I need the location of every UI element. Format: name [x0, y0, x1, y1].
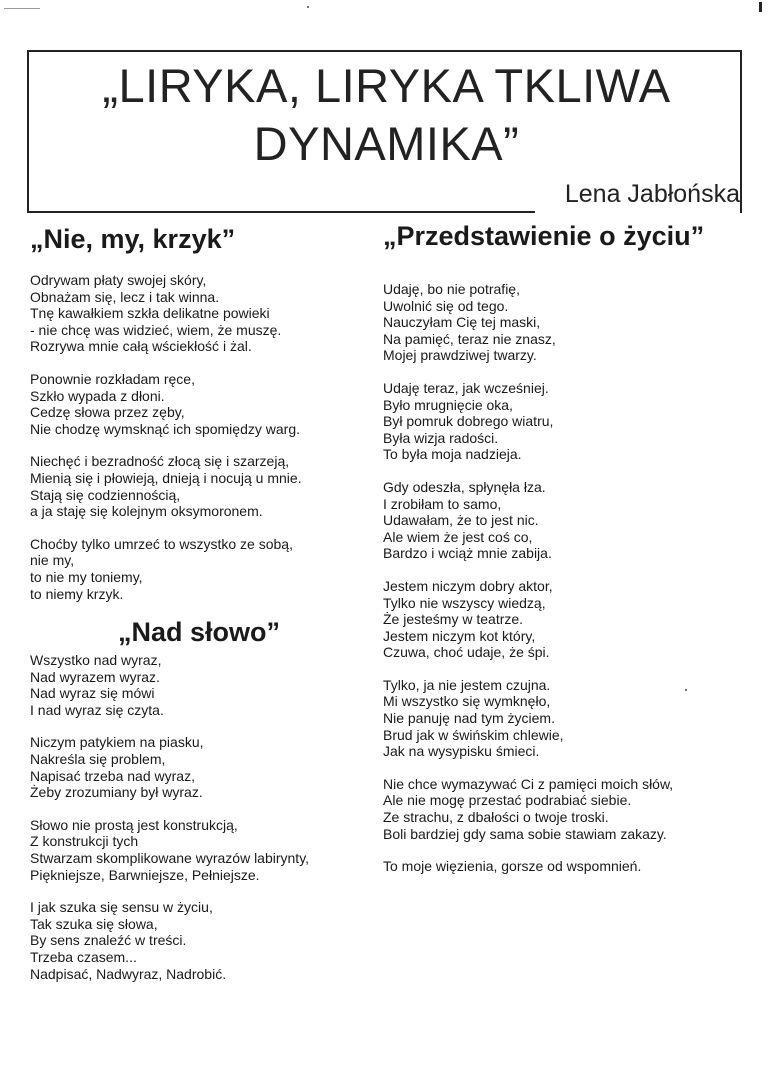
poem-line: Cedzę słowa przez zęby, — [30, 404, 185, 421]
poem-line: to niemy krzyk. — [30, 585, 124, 602]
stanza — [30, 536, 302, 602]
poem-line: Jestem niczym kot który, — [383, 627, 536, 644]
poem-line: Boli bardziej gdy sama sobie stawiam zakazy. — [383, 825, 667, 842]
title-frame — [27, 50, 742, 213]
page-title — [29, 57, 744, 173]
stanza — [383, 479, 704, 562]
poem-line: Że jesteśmy w teatrze. — [383, 611, 524, 628]
poem-line: Brud jak w świńskim chlewie, — [383, 726, 564, 743]
poem-line: Z konstrukcji tych — [30, 833, 139, 850]
poem-body — [30, 652, 309, 982]
poem-line: a ja staję się kolejnym oksymoronem. — [30, 503, 263, 520]
poem-line: Ponownie rozkładam ręce, — [30, 370, 195, 387]
poem-line: Nie chodzę wymsknąć ich spomiędzy warg. — [30, 420, 300, 437]
stanza — [383, 578, 704, 661]
poem-nie-my-krzyk — [30, 224, 302, 602]
poem-line: Uwolnić się od tego. — [383, 297, 509, 314]
poem-line: Czuwa, choć udaje, że śpi. — [383, 644, 550, 661]
poem-line: Było mrugnięcie oka, — [383, 396, 513, 413]
poem-line: Mienią się i płowieją, dnieją i nocują u mnie. — [30, 469, 302, 486]
poem-line: Udaję, bo nie potrafię, — [383, 281, 520, 297]
scan-artifact-line — [4, 8, 40, 9]
stanza — [383, 677, 704, 760]
poem-line: Nie chce wymazywać Ci z pamięci moich słów, — [383, 775, 674, 792]
poem-line: I jak szuka się sensu w życiu, — [30, 899, 213, 916]
poem-line: Jak na wysypisku śmieci. — [383, 743, 540, 760]
poem-line: Wszystko nad wyraz, — [30, 652, 162, 668]
stanza — [383, 281, 704, 364]
poem-line: Udawałam, że to jest nic. — [383, 512, 539, 529]
poem-line: Ale wiem że jest coś co, — [383, 528, 533, 545]
poem-title: „Przedstawienie o życiu” — [383, 221, 705, 251]
poem-line: By sens znaleźć w treści. — [30, 932, 187, 949]
poem-line: Stwarzam skomplikowane wyrazów labirynty, — [30, 849, 310, 866]
poem-line: Żeby zrozumiany był wyraz. — [30, 784, 203, 801]
stanza — [30, 272, 302, 355]
poem-line: Nauczyłam Cię tej maski, — [383, 314, 541, 331]
poem-line: Bardzo i wciąż mnie zabija. — [383, 545, 552, 562]
poem-line: Był pomruk dobrego wiatru, — [383, 413, 554, 430]
poem-line: I nad wyraz się czyta. — [30, 701, 164, 718]
poem-line: Nie panuję nad tym życiem. — [383, 710, 555, 727]
poem-body — [30, 272, 302, 602]
poem-line: Udaję teraz, jak wcześniej. — [383, 379, 549, 396]
poem-przedstawienie-o-zyciu — [383, 221, 704, 875]
poem-line: I zrobiłam to samo, — [383, 495, 502, 512]
poem-line: Ze strachu, z dbałości o twoje troski. — [383, 809, 609, 826]
poem-line: Tak szuka się słowa, — [30, 915, 158, 932]
scan-artifact-mark — [759, 2, 762, 12]
poem-line: Tylko nie wszyscy wiedzą, — [383, 594, 546, 611]
stanza — [383, 380, 704, 463]
poem-line: Nad wyraz się mówi — [30, 685, 155, 702]
stanza — [30, 817, 309, 883]
poem-title: „Nie, my, krzyk” — [30, 224, 236, 254]
poem-line: Nad wyrazem wyraz. — [30, 668, 160, 685]
stanza — [30, 453, 302, 519]
stanza — [383, 776, 704, 842]
stanza — [30, 899, 309, 982]
poem-line: Tnę kawałkiem szkła delikatne powieki — [30, 305, 270, 322]
poem-line: Ale nie mogę przestać podrabiać siebie. — [383, 792, 632, 809]
poem-line: Na pamięć, teraz nie znasz, — [383, 330, 556, 347]
stanza — [30, 652, 309, 718]
poem-line: Stają się codziennością, — [30, 486, 181, 503]
poem-line: nie my, — [30, 552, 75, 569]
poem-line: Mi wszystko się wymknęło, — [383, 693, 551, 710]
page-title-line-2: DYNAMIKA” — [253, 117, 520, 170]
author-name: Lena Jabłońska — [564, 180, 740, 208]
poem-line: Tylko, ja nie jestem czujna. — [383, 676, 551, 693]
poem-line: Trzeba czasem... — [30, 948, 137, 965]
poem-line: Mojej prawdziwej twarzy. — [383, 347, 537, 364]
poem-line: Napisać trzeba nad wyraz, — [30, 767, 195, 784]
poem-line: Jestem niczym dobry aktor, — [383, 577, 553, 594]
poem-line: Nadpisać, Nadwyraz, Nadrobić. — [30, 965, 227, 982]
poem-line: Była wizja radości. — [383, 429, 499, 446]
poem-line: Niechęć i bezradność złocą się i szarzeją, — [30, 453, 290, 470]
poem-nad-slowo-title-wrap — [118, 617, 280, 648]
poem-line: Szkło wypada z dłoni. — [30, 387, 165, 404]
stanza — [30, 734, 309, 800]
poem-line: Piękniejsze, Barwniejsze, Pełniejsze. — [30, 866, 260, 883]
poem-line: Nakreśla się problem, — [30, 750, 166, 767]
stanza — [383, 858, 704, 875]
poem-line: Obnażam się, lecz i tak winna. — [30, 288, 220, 305]
poem-line: to nie my toniemy, — [30, 568, 143, 585]
poem-line: To była moja nadzieja. — [383, 446, 522, 463]
poem-line: Odrywam płaty swojej skóry, — [30, 272, 207, 288]
poem-line: Niczym patykiem na piasku, — [30, 734, 204, 751]
poem-body — [383, 281, 704, 875]
poem-line: Choćby tylko umrzeć to wszystko ze sobą, — [30, 535, 293, 552]
poem-line: Słowo nie prostą jest konstrukcją, — [30, 816, 238, 833]
poem-line: - nie chcę was widzieć, wiem, że muszę. — [30, 321, 282, 338]
poem-title: „Nad słowo” — [118, 617, 281, 647]
poem-line: Rozrywa mnie całą wściekłość i żal. — [30, 338, 252, 355]
stanza — [30, 371, 302, 437]
poem-line: To moje więzienia, gorsze od wspomnień. — [383, 858, 642, 875]
poem-line: Gdy odeszła, spłynęła łza. — [383, 478, 546, 495]
title-frame-bottom-border — [27, 211, 535, 213]
page-title-line-1: „LIRYKA, LIRYKA TKLIWA — [102, 59, 671, 112]
poem-nad-slowo — [30, 652, 309, 982]
scan-speck — [307, 6, 309, 8]
